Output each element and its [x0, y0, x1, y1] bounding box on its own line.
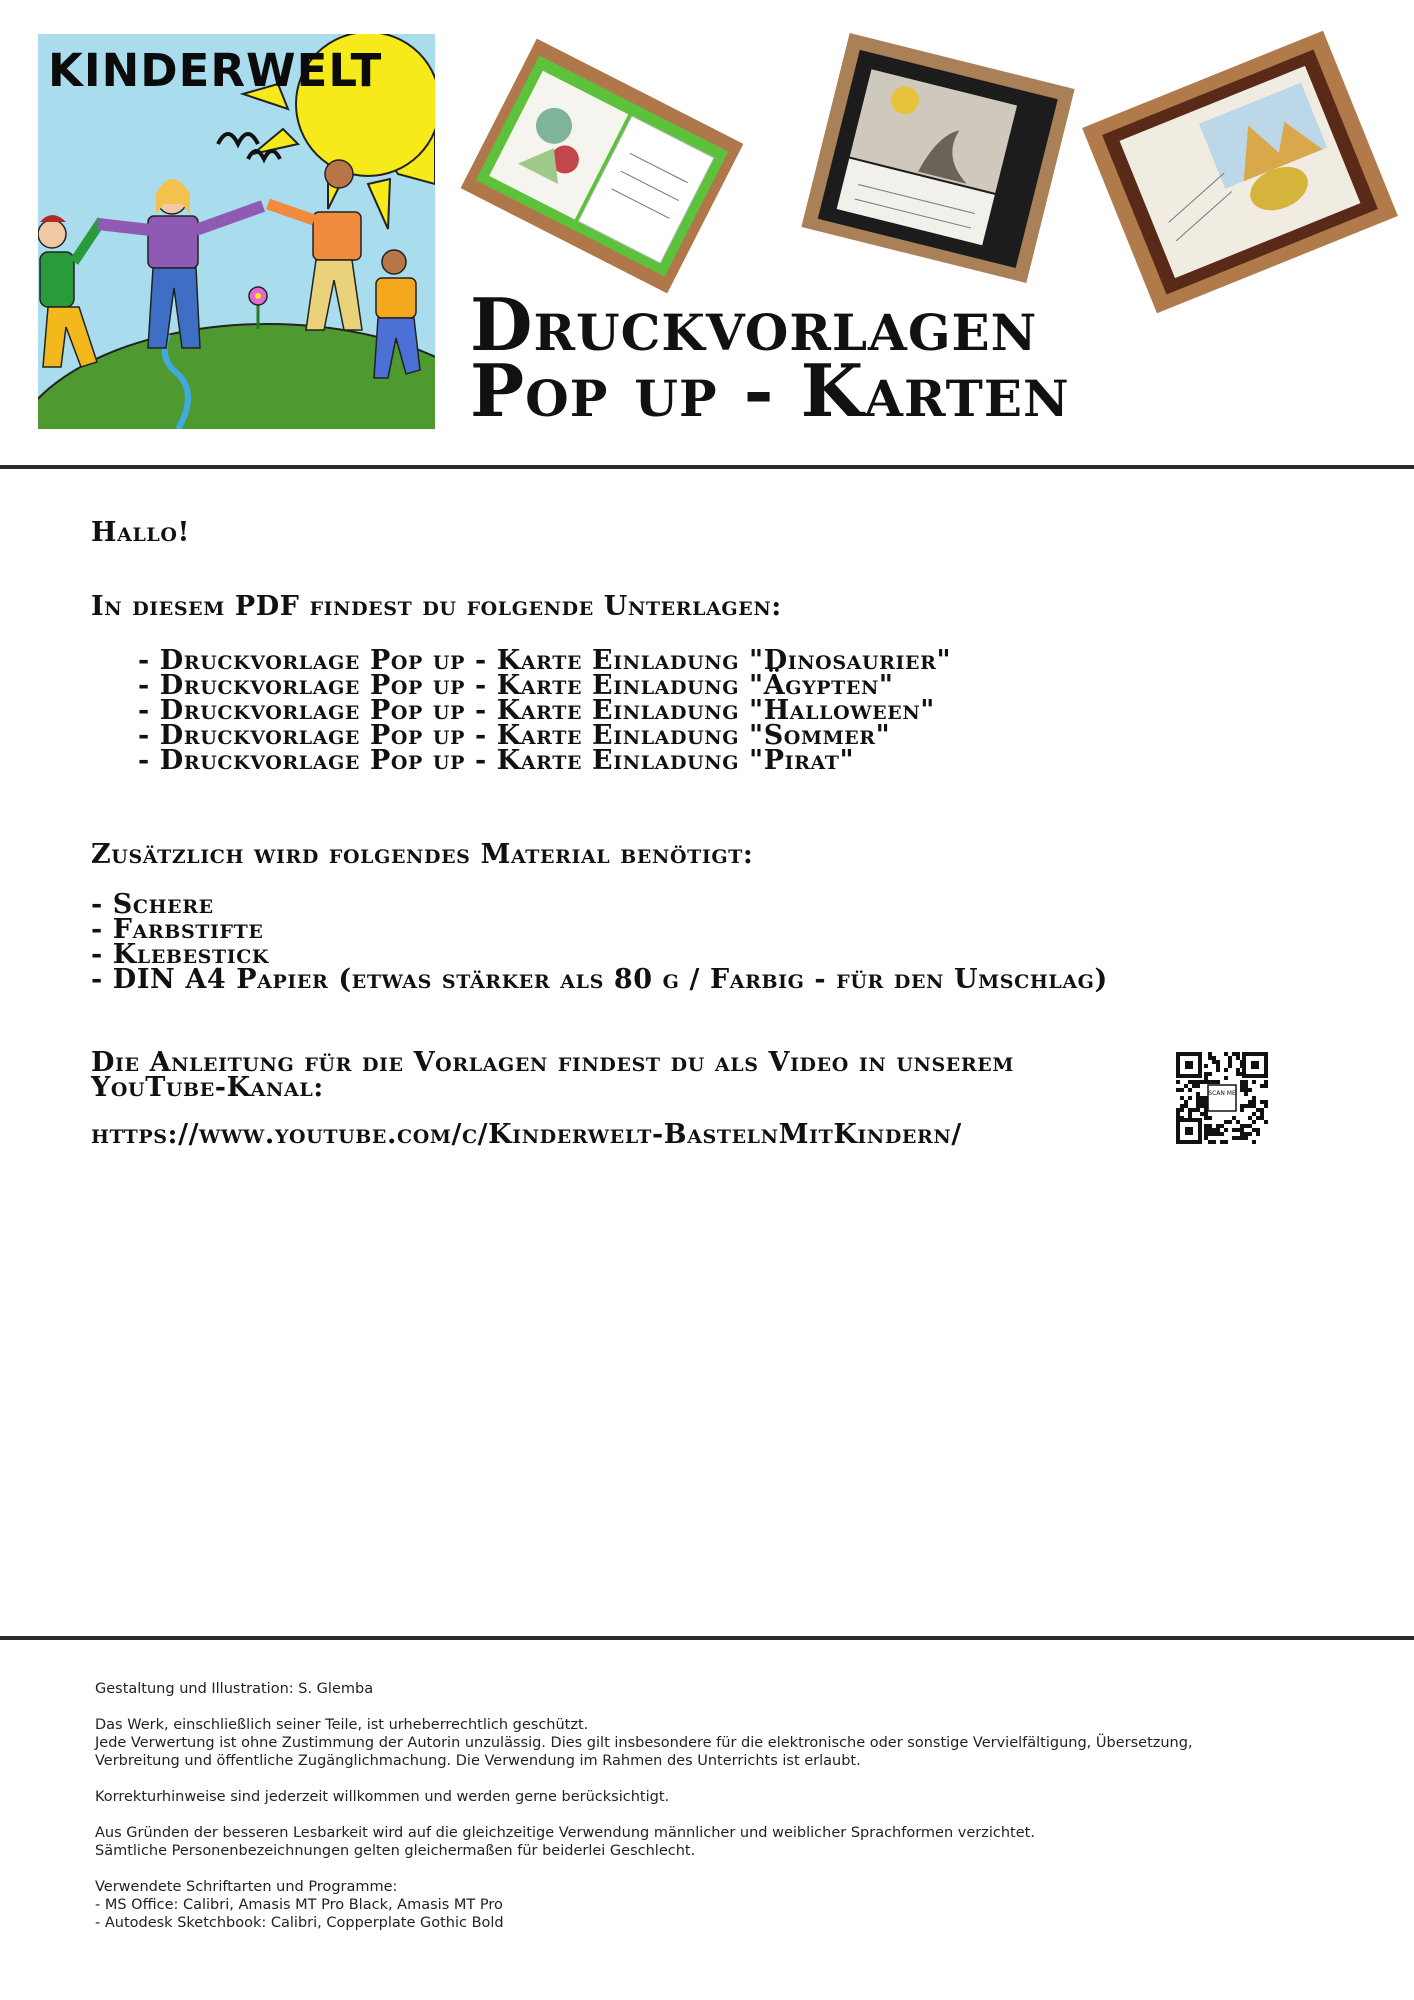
qr-module: [1240, 1132, 1244, 1136]
qr-code[interactable]: [1176, 1052, 1268, 1144]
qr-module: [1252, 1096, 1256, 1100]
qr-module: [1196, 1084, 1200, 1088]
qr-module: [1240, 1136, 1244, 1140]
qr-module: [1224, 1128, 1228, 1132]
qr-module: [1260, 1100, 1264, 1104]
photo-dinosaur-card: [461, 38, 744, 293]
qr-module: [1232, 1116, 1236, 1120]
qr-module: [1216, 1128, 1220, 1132]
qr-module: [1244, 1132, 1248, 1136]
qr-module: [1208, 1132, 1212, 1136]
qr-module: [1196, 1092, 1200, 1096]
fonts-line: - Autodesk Sketchbook: Calibri, Copperplate Gothic Bold: [95, 1915, 504, 1931]
youtube-link[interactable]: https://www.youtube.com/c/Kinderwelt-BastelnMitKindern/: [91, 1119, 962, 1150]
qr-module: [1176, 1112, 1180, 1116]
qr-module: [1192, 1108, 1196, 1112]
qr-module: [1216, 1064, 1220, 1068]
qr-module: [1248, 1104, 1252, 1108]
qr-module: [1196, 1080, 1200, 1084]
qr-module: [1204, 1136, 1208, 1140]
footer-language-note: [95, 1824, 1375, 1860]
qr-module: [1236, 1120, 1240, 1124]
qr-module: [1228, 1064, 1232, 1068]
qr-module: [1264, 1120, 1268, 1124]
qr-module: [1208, 1124, 1212, 1128]
qr-module: [1236, 1136, 1240, 1140]
footer-divider: [0, 1636, 1414, 1640]
qr-module: [1224, 1076, 1228, 1080]
language-line: Aus Gründen der besseren Lesbarkeit wird auf die gleichzeitige Verwendung männlicher und weiblicher Sprachformen verzichtet.: [95, 1825, 1035, 1841]
qr-module: [1248, 1132, 1252, 1136]
qr-module: [1212, 1056, 1216, 1060]
qr-module: [1244, 1084, 1248, 1088]
qr-module: [1204, 1132, 1208, 1136]
qr-module: [1180, 1104, 1184, 1108]
material-item: - Klebestick: [91, 939, 270, 970]
footer: [95, 1680, 1375, 1950]
qr-module: [1180, 1088, 1184, 1092]
qr-module: [1204, 1128, 1208, 1132]
title-line-1: Druckvorlagen: [470, 282, 1038, 367]
qr-module: [1200, 1080, 1204, 1084]
material-item: - Farbstifte: [91, 914, 264, 945]
qr-module: [1180, 1108, 1184, 1112]
qr-module: [1236, 1056, 1240, 1060]
qr-module: [1184, 1084, 1188, 1088]
qr-module: [1232, 1052, 1236, 1056]
video-line-1: Die Anleitung für die Vorlagen findest du als Video in unserem: [91, 1047, 1014, 1078]
qr-module: [1188, 1112, 1192, 1116]
qr-module: [1196, 1100, 1200, 1104]
qr-module: [1204, 1072, 1208, 1076]
qr-module: [1212, 1132, 1216, 1136]
qr-module: [1216, 1060, 1220, 1064]
qr-module: [1224, 1140, 1228, 1144]
qr-module: [1176, 1088, 1180, 1092]
document-item: - Druckvorlage Pop up - Karte Einladung "Ägypten": [138, 670, 894, 701]
qr-module: [1264, 1100, 1268, 1104]
qr-module: [1236, 1128, 1240, 1132]
fonts-line: - MS Office: Calibri, Amasis MT Pro Black, Amasis MT Pro: [95, 1897, 503, 1913]
qr-module: [1244, 1124, 1248, 1128]
qr-module: [1200, 1104, 1204, 1108]
qr-module: [1232, 1136, 1236, 1140]
qr-module: [1208, 1080, 1212, 1084]
qr-module: [1220, 1140, 1224, 1144]
qr-module: [1264, 1080, 1268, 1084]
qr-module: [1248, 1100, 1252, 1104]
qr-module: [1188, 1080, 1192, 1084]
footer-credit: Gestaltung und Illustration: S. Glemba: [95, 1681, 374, 1697]
footer-corrections: Korrekturhinweise sind jederzeit willkommen und werden gerne berücksichtigt.: [95, 1789, 670, 1805]
qr-module: [1200, 1112, 1204, 1116]
qr-module: [1240, 1124, 1244, 1128]
qr-module: [1212, 1140, 1216, 1144]
qr-module: [1188, 1096, 1192, 1100]
qr-module: [1260, 1116, 1264, 1120]
qr-module: [1232, 1128, 1236, 1132]
qr-module: [1252, 1140, 1256, 1144]
qr-module: [1252, 1100, 1256, 1104]
qr-module: [1212, 1060, 1216, 1064]
qr-module: [1256, 1116, 1260, 1120]
qr-module: [1212, 1080, 1216, 1084]
qr-module: [1248, 1088, 1252, 1092]
header-divider: [0, 465, 1414, 469]
documents-list: [138, 645, 952, 776]
qr-module: [1228, 1120, 1232, 1124]
copyright-line: Das Werk, einschließlich seiner Teile, ist urheberrechtlich geschützt.: [95, 1717, 589, 1733]
qr-module: [1216, 1080, 1220, 1084]
qr-module: [1204, 1076, 1208, 1080]
qr-module: [1256, 1132, 1260, 1136]
qr-module: [1208, 1052, 1212, 1056]
qr-module: [1248, 1124, 1252, 1128]
qr-module: [1260, 1112, 1264, 1116]
qr-module: [1240, 1108, 1244, 1112]
qr-module: [1244, 1080, 1248, 1084]
qr-module: [1240, 1084, 1244, 1088]
qr-module: [1216, 1124, 1220, 1128]
qr-module: [1264, 1104, 1268, 1108]
qr-module: [1176, 1080, 1180, 1084]
qr-module: [1208, 1072, 1212, 1076]
qr-module: [1228, 1060, 1232, 1064]
materials-list: [91, 889, 1108, 995]
qr-module: [1176, 1108, 1180, 1112]
intro-text: In diesem PDF findest du folgende Unterlagen:: [91, 591, 782, 622]
qr-module: [1212, 1128, 1216, 1132]
qr-module: [1244, 1092, 1248, 1096]
qr-module: [1204, 1124, 1208, 1128]
document-item: - Druckvorlage Pop up - Karte Einladung "Sommer": [138, 720, 891, 751]
qr-module: [1208, 1056, 1212, 1060]
video-instructions: [91, 1047, 1014, 1103]
photo-halloween-card: [801, 33, 1074, 283]
qr-module: [1200, 1100, 1204, 1104]
qr-module: [1252, 1104, 1256, 1108]
qr-module: [1228, 1056, 1232, 1060]
qr-module: [1240, 1104, 1244, 1108]
qr-module: [1184, 1104, 1188, 1108]
qr-module: [1236, 1072, 1240, 1076]
qr-module: [1204, 1112, 1208, 1116]
language-line: Sämtliche Personenbezeichnungen gelten gleichermaßen für beiderlei Geschlecht.: [95, 1843, 696, 1859]
qr-module: [1216, 1132, 1220, 1136]
qr-module: [1244, 1088, 1248, 1092]
qr-module: [1240, 1080, 1244, 1084]
title-line-2: Pop up - Karten: [470, 348, 1070, 433]
qr-module: [1196, 1104, 1200, 1108]
qr-module: [1200, 1096, 1204, 1100]
qr-module: [1204, 1080, 1208, 1084]
document-item: - Druckvorlage Pop up - Karte Einladung "Halloween": [138, 695, 935, 726]
qr-module: [1244, 1104, 1248, 1108]
qr-module: [1252, 1120, 1256, 1124]
footer-fonts: [95, 1878, 1375, 1932]
qr-module: [1224, 1052, 1228, 1056]
qr-module: [1244, 1136, 1248, 1140]
qr-module: [1220, 1124, 1224, 1128]
page-title: [470, 282, 1390, 433]
qr-module: [1248, 1116, 1252, 1120]
qr-module: [1196, 1108, 1200, 1112]
qr-module: [1252, 1128, 1256, 1132]
qr-module: [1208, 1116, 1212, 1120]
document-item: - Druckvorlage Pop up - Karte Einladung "Dinosaurier": [138, 645, 952, 676]
material-item: - Schere: [91, 889, 214, 920]
document-item: - Druckvorlage Pop up - Karte Einladung "Pirat": [138, 745, 855, 776]
qr-module: [1252, 1112, 1256, 1116]
fonts-line: Verwendete Schriftarten und Programme:: [95, 1879, 398, 1895]
qr-module: [1224, 1120, 1228, 1124]
material-item: - DIN A4 Papier (etwas stärker als 80 g / Farbig - für den Umschlag): [91, 964, 1108, 995]
greeting: Hallo!: [91, 517, 190, 548]
materials-heading: Zusätzlich wird folgendes Material benötigt:: [91, 839, 754, 870]
qr-module: [1236, 1068, 1240, 1072]
qr-module: [1196, 1096, 1200, 1100]
qr-module: [1192, 1084, 1196, 1088]
qr-module: [1240, 1128, 1244, 1132]
video-line-2: YouTube-Kanal:: [91, 1072, 324, 1103]
footer-copyright: [95, 1716, 1375, 1770]
qr-module: [1260, 1084, 1264, 1088]
qr-module: [1220, 1132, 1224, 1136]
qr-module: [1252, 1080, 1256, 1084]
copyright-line: Jede Verwertung ist ohne Zustimmung der Autorin unzulässig. Dies gilt insbesondere für die elektronische oder sonstige Vervielfältigung, Übersetzung,: [95, 1735, 1193, 1751]
qr-module: [1184, 1100, 1188, 1104]
qr-module: [1224, 1068, 1228, 1072]
kinderwelt-logo: [38, 34, 435, 429]
qr-module: [1208, 1128, 1212, 1132]
qr-module: [1204, 1116, 1208, 1120]
qr-module: [1240, 1088, 1244, 1092]
qr-module: [1256, 1128, 1260, 1132]
logo-text: KINDERWELT: [48, 44, 383, 97]
qr-module: [1216, 1068, 1220, 1072]
qr-module: [1188, 1088, 1192, 1092]
qr-module: [1188, 1108, 1192, 1112]
copyright-line: Verbreitung und öffentliche Zugänglichmachung. Die Verwendung im Rahmen des Unterrichts ist erlaubt.: [95, 1753, 861, 1769]
qr-module: [1192, 1080, 1196, 1084]
qr-module: [1180, 1096, 1184, 1100]
photo-egypt-card: [1082, 31, 1398, 314]
qr-module: [1260, 1108, 1264, 1112]
qr-module: [1264, 1084, 1268, 1088]
qr-module: [1256, 1108, 1260, 1112]
qr-module: [1204, 1064, 1208, 1068]
qr-label: SCAN ME: [1208, 1090, 1236, 1097]
qr-module: [1236, 1052, 1240, 1056]
qr-module: [1208, 1140, 1212, 1144]
